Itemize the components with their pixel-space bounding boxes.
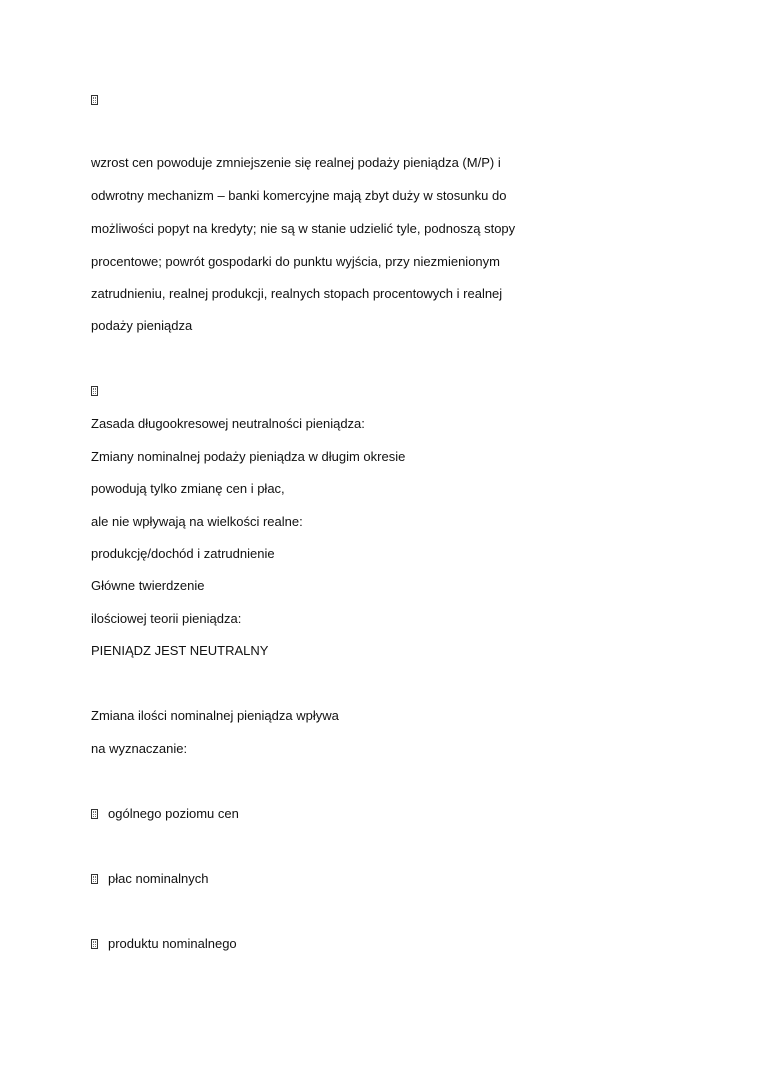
paragraph-line: powodują tylko zmianę cen i płac,: [91, 481, 285, 496]
paragraph-line: zatrudnieniu, realnej produkcji, realnych stopach procentowych i realnej: [91, 286, 503, 301]
paragraph-line: Zmiana ilości nominalnej pieniądza wpływa: [91, 708, 339, 723]
missing-glyph-icon: [91, 92, 98, 108]
paragraph-line: ilościowej teorii pieniądza:: [91, 611, 242, 626]
list-item: [91, 936, 237, 952]
missing-glyph-icon: [91, 386, 98, 396]
paragraph-line: Główne twierdzenie: [91, 578, 205, 593]
paragraph-line: na wyznaczanie:: [91, 741, 188, 756]
paragraph-line: PIENIĄDZ JEST NEUTRALNY: [91, 643, 269, 658]
list-item: [91, 871, 208, 887]
missing-glyph-icon: [91, 95, 98, 105]
missing-glyph-icon: [91, 383, 98, 399]
list-item-label: produktu nominalnego: [108, 936, 237, 951]
paragraph-line: możliwości popyt na kredyty; nie są w stanie udzielić tyle, podnoszą stopy: [91, 221, 516, 236]
paragraph-line: podaży pieniądza: [91, 318, 193, 333]
list-item-label: płac nominalnych: [108, 871, 209, 886]
bullet-icon: [91, 874, 98, 884]
list-item: [91, 806, 239, 822]
list-item-label: ogólnego poziomu cen: [108, 806, 239, 821]
heading-line: Zasada długookresowej neutralności pieniądza:: [91, 416, 365, 431]
paragraph-line: produkcję/dochód i zatrudnienie: [91, 546, 275, 561]
paragraph-line: procentowe; powrót gospodarki do punktu wyjścia, przy niezmienionym: [91, 254, 500, 269]
paragraph-line: Zmiany nominalnej podaży pieniądza w długim okresie: [91, 449, 406, 464]
bullet-icon: [91, 809, 98, 819]
paragraph-line: odwrotny mechanizm – banki komercyjne mają zbyt duży w stosunku do: [91, 188, 507, 203]
bullet-icon: [91, 939, 98, 949]
paragraph-line: ale nie wpływają na wielkości realne:: [91, 514, 303, 529]
paragraph-line: wzrost cen powoduje zmniejszenie się realnej podaży pieniądza (M/P) i: [91, 155, 501, 170]
